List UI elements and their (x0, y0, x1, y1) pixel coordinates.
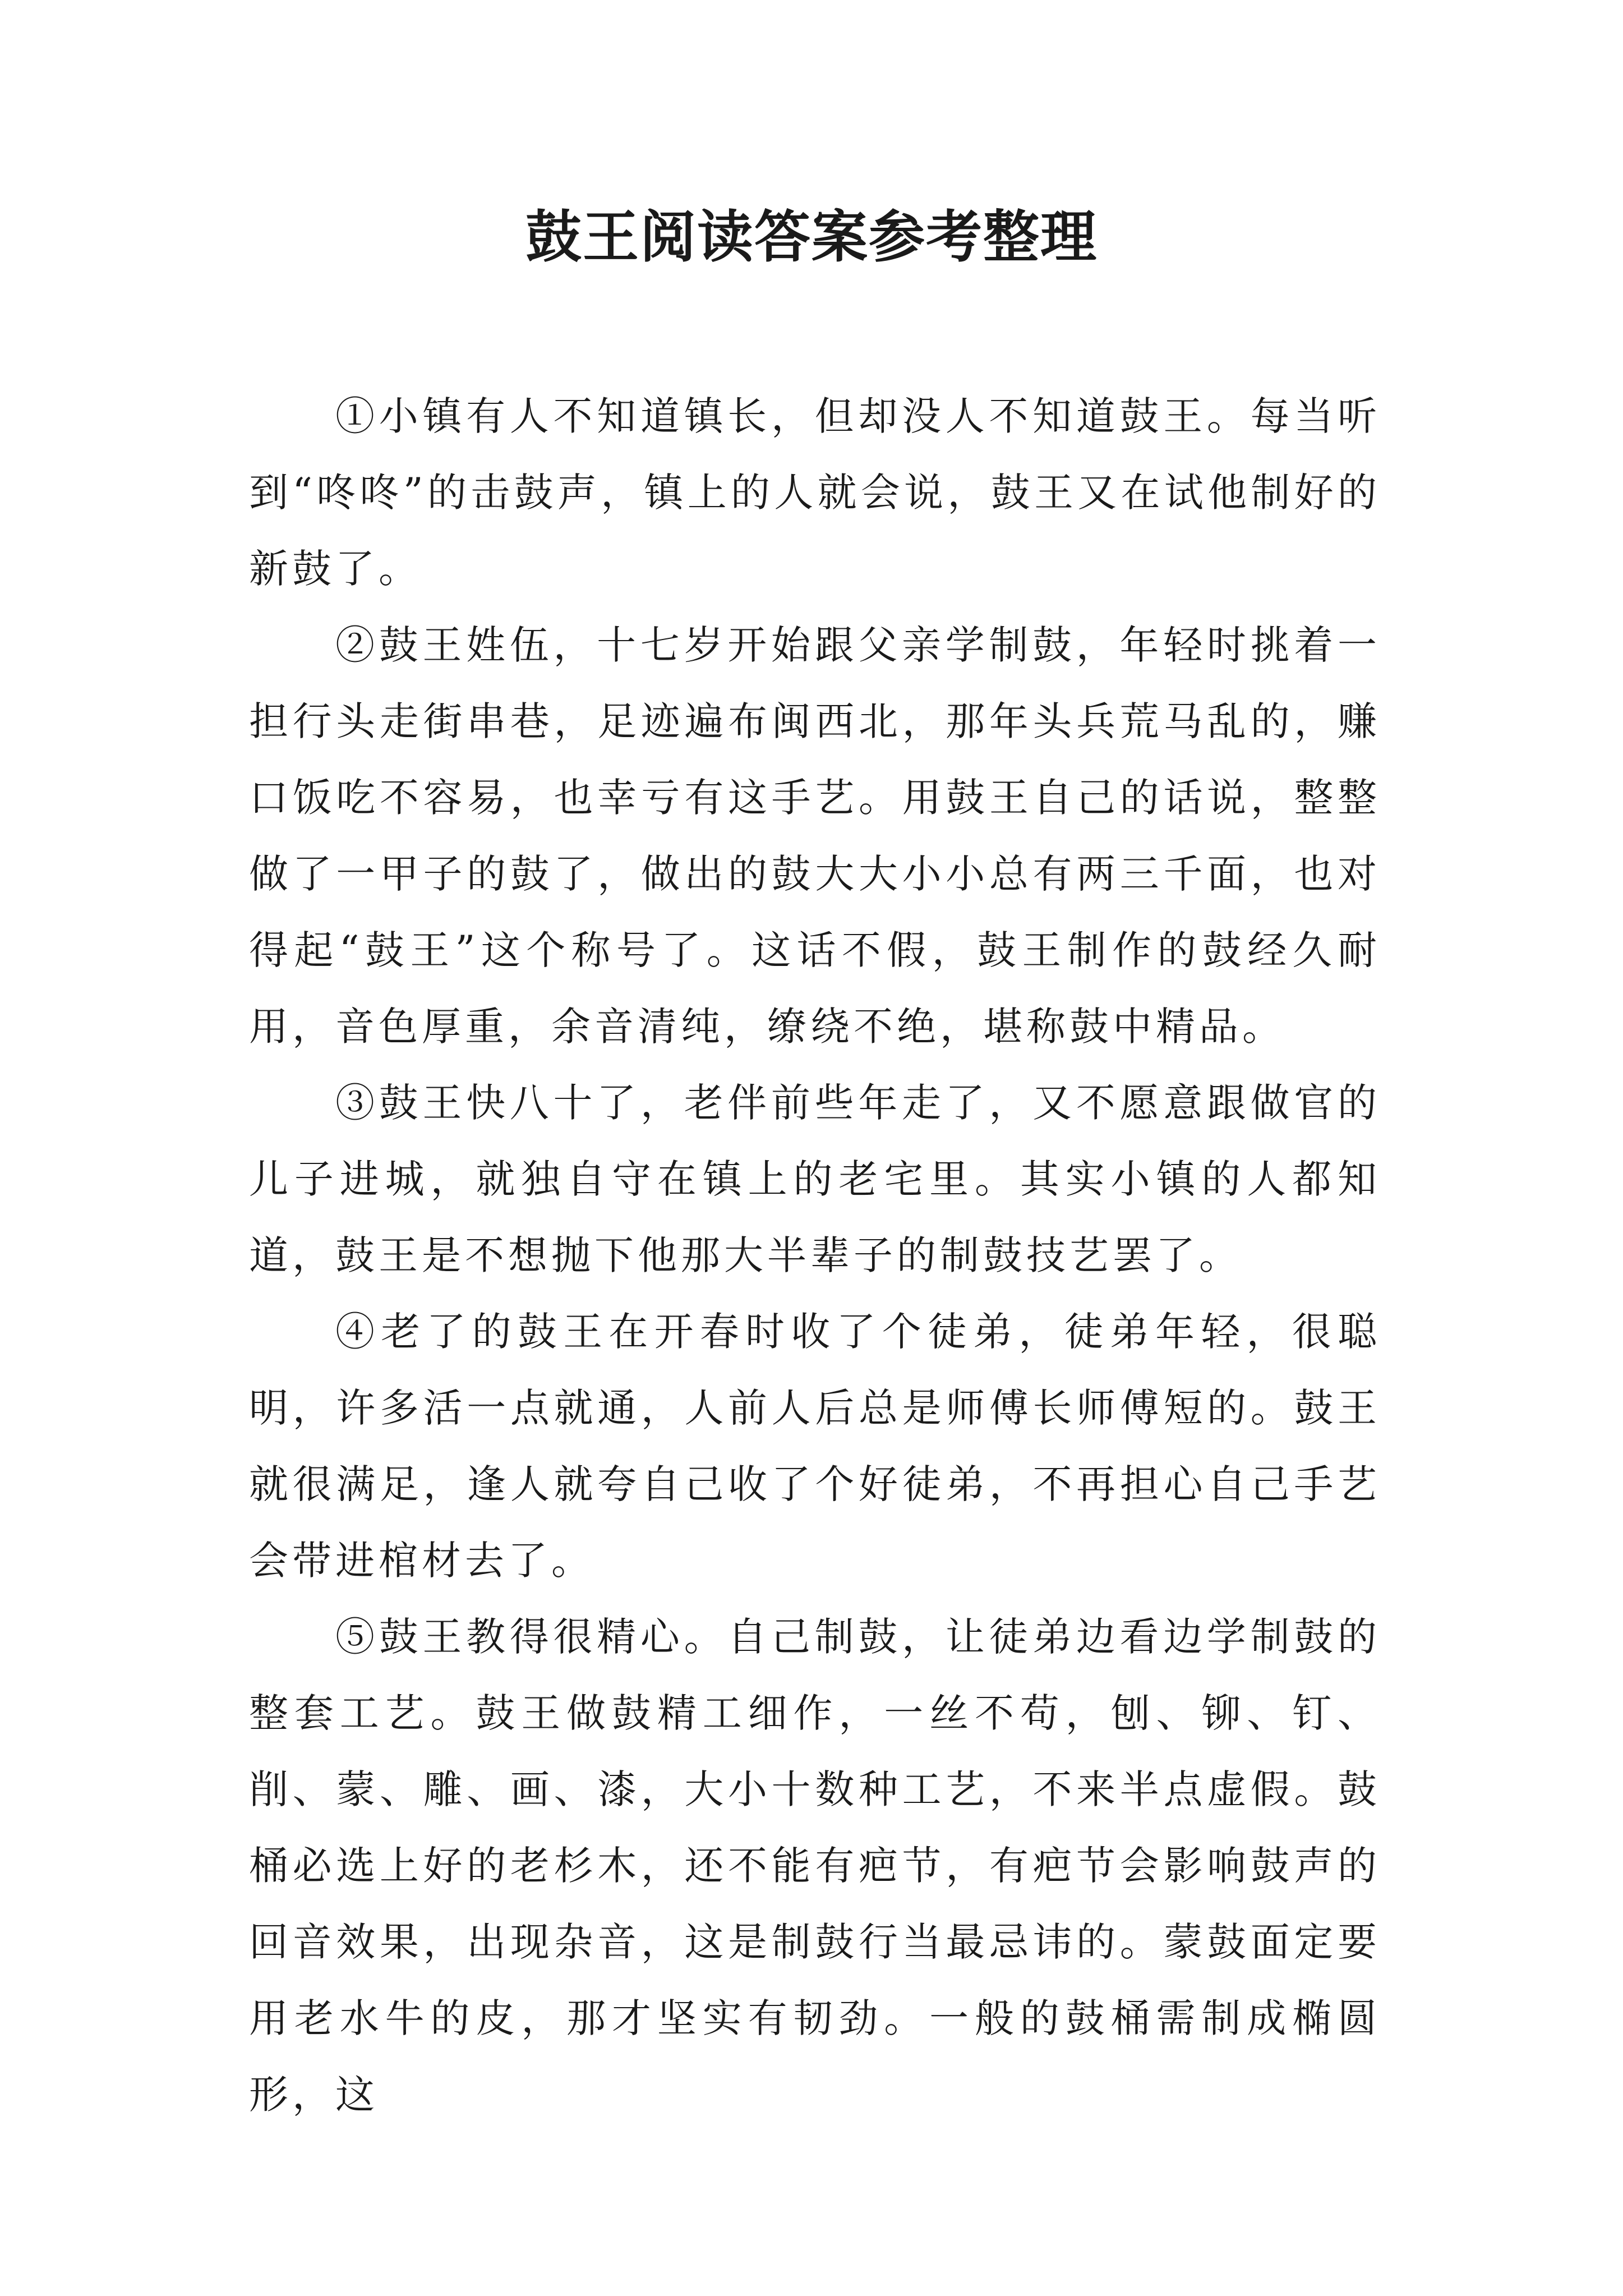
document-body (249, 378, 1381, 2133)
paragraph-1: ①小镇有人不知道镇长，但却没人不知道鼓王。每当听到“咚咚”的击鼓声，镇上的人就会说，鼓王又在试他制好的新鼓了。 (249, 393, 1381, 592)
document-title: 鼓王阅读答案参考整理 (525, 204, 1098, 270)
paragraph-4: ④老了的鼓王在开春时收了个徒弟，徒弟年轻，很聪明，许多活一点就通，人前人后总是师傅长师傅短的。鼓王就很满足，逢人就夸自己收了个好徒弟，不再担心自己手艺会带进棺材去了。 (249, 1309, 1381, 1584)
paragraph-5: ⑤鼓王教得很精心。自己制鼓，让徒弟边看边学制鼓的整套工艺。鼓王做鼓精工细作，一丝不苟，刨、铆、钉、削、蒙、雕、画、漆，大小十数种工艺，不来半点虚假。鼓桶必选上好的老杉木，还不能有疤节，有疤节会影响鼓声的回音效果，出现杂音，这是制鼓行当最忌讳的。蒙鼓面定要用老水牛的皮，那才坚实有韧劲。一般的鼓桶需制成椭圆形，这 (249, 1614, 1381, 2118)
paragraph-3: ③鼓王快八十了，老伴前些年走了，又不愿意跟做官的儿子进城，就独自守在镇上的老宅里。其实小镇的人都知道，鼓王是不想抛下他那大半辈子的制鼓技艺罢了。 (249, 1080, 1381, 1278)
paragraph-2: ②鼓王姓伍，十七岁开始跟父亲学制鼓，年轻时挑着一担行头走街串巷，足迹遍布闽西北，那年头兵荒马乱的，赚口饭吃不容易，也幸亏有这手艺。用鼓王自己的话说，整整做了一甲子的鼓了，做出的鼓大大小小总有两三千面，也对得起“鼓王”这个称号了。这话不假，鼓王制作的鼓经久耐用，音色厚重，余音清纯，缭绕不绝，堪称鼓中精品。 (249, 622, 1381, 1050)
